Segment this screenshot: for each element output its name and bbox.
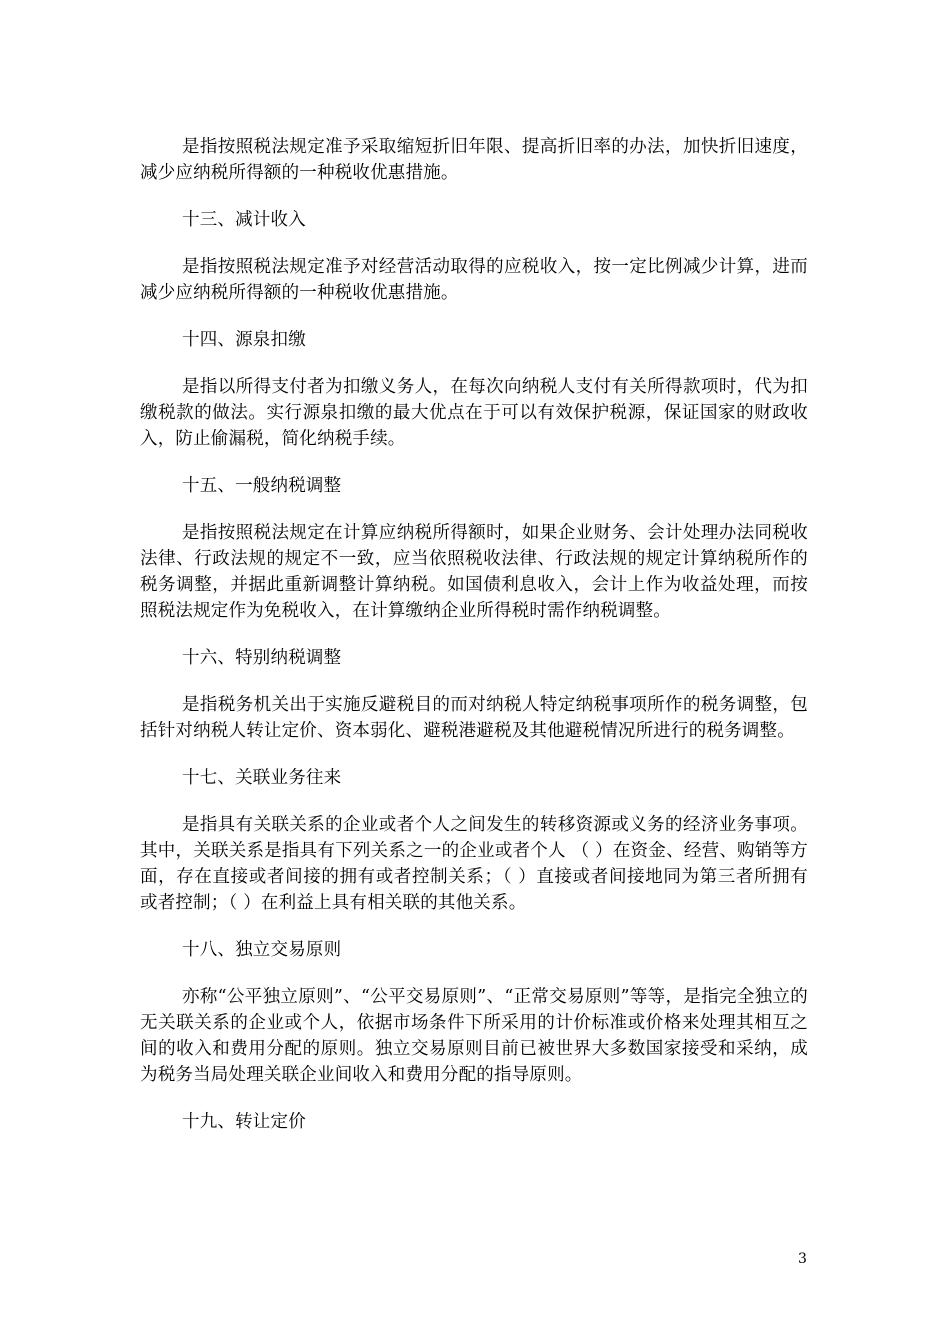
heading-19-transfer-pricing: 十九、转让定价 — [182, 1112, 306, 1132]
paragraph-withholding: 是指以所得支付者为扣缴义务人，在每次向纳税人支付有关所得款项时，代为扣缴税款的做法。实行源泉扣缴的最大优点在于可以有效保护税源，保证国家的财政收入，防止偷漏税，简化纳税手续。 — [140, 377, 808, 449]
heading-15-general-tax-adjustment: 十五、一般纳税调整 — [182, 476, 342, 496]
heading-14-withholding: 十四、源泉扣缴 — [182, 330, 306, 350]
document-body — [140, 134, 808, 1156]
heading-13-reduced-income: 十三、减计收入 — [182, 210, 306, 230]
heading-18-arms-length-principle: 十八、独立交易原则 — [182, 940, 342, 960]
paragraph-related-transactions: 是指具有关联关系的企业或者个人之间发生的转移资源或义务的经济业务事项。其中，关联关系是指具有下列关系之一的企业或者个人 （ ）在资金、经营、购销等方面，存在直接或者间接的拥有或者控制关系；（ ）直接或者间接地同为第三者所拥有或者控制；（ ）在利益上具有相关联的其他关系。 — [140, 815, 808, 913]
paragraph-reduced-income: 是指按照税法规定准予对经营活动取得的应税收入，按一定比例减少计算，进而减少应纳税所得额的一种税收优惠措施。 — [140, 257, 808, 303]
paragraph-arms-length-principle: 亦称“公平独立原则”、“公平交易原则”、“正常交易原则”等等，是指完全独立的无关联关系的企业或个人，依据市场条件下所采用的计价标准或价格来处理其相互之间的收入和费用分配的原则。独立交易原则目前已被世界大多数国家接受和采纳，成为税务当局处理关联企业间收入和费用分配的指导原则。 — [140, 987, 808, 1085]
paragraph-special-tax-adjustment: 是指税务机关出于实施反避税目的而对纳税人特定纳税事项所作的税务调整，包括针对纳税人转让定价、资本弱化、避税港避税及其他避税情况所进行的税务调整。 — [140, 695, 808, 741]
paragraph-general-tax-adjustment: 是指按照税法规定在计算应纳税所得额时，如果企业财务、会计处理办法同税收法律、行政法规的规定不一致，应当依照税收法律、行政法规的规定计算纳税所作的税务调整，并据此重新调整计算纳税。如国债利息收入，会计上作为收益处理，而按照税法规定作为免税收入，在计算缴纳企业所得税时需作纳税调整。 — [140, 523, 808, 621]
heading-16-special-tax-adjustment: 十六、特别纳税调整 — [182, 648, 342, 668]
paragraph-accelerated-depreciation: 是指按照税法规定准予采取缩短折旧年限、提高折旧率的办法，加快折旧速度，减少应纳税所得额的一种税收优惠措施。 — [140, 137, 808, 183]
page-number: 3 — [798, 1251, 807, 1267]
heading-17-related-transactions: 十七、关联业务往来 — [182, 768, 342, 788]
